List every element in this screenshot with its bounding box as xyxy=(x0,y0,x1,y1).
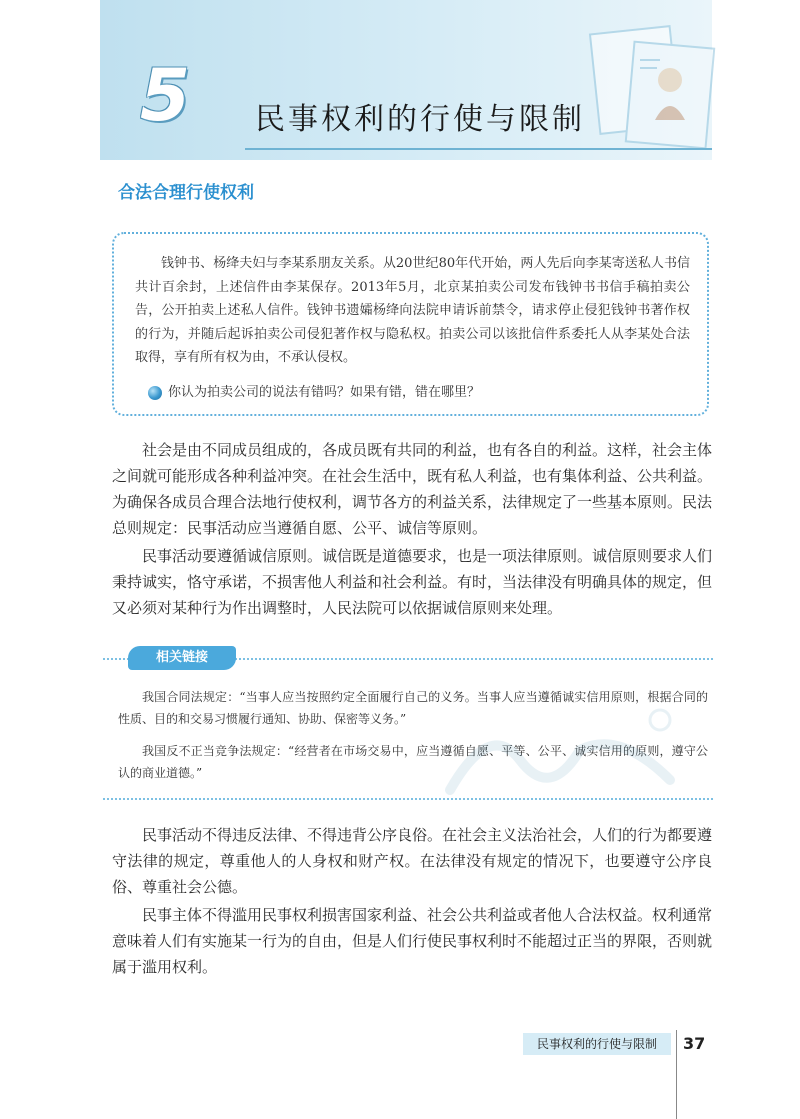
page-number: 37 xyxy=(683,1034,706,1053)
question-row xyxy=(148,382,648,404)
body-paragraph-3: 民事活动不得违反法律、不得违背公序良俗。在社会主义法治社会，人们的行为都要遵守法律的规定，尊重他人的人身权和财产权。在法律没有规定的情况下，也要遵守公序良俗、尊重社会公德。 xyxy=(112,826,713,896)
chapter-number: 5 xyxy=(140,53,191,137)
publisher-watermark xyxy=(430,700,690,810)
question-text: 你认为拍卖公司的说法有错吗？如果有错，错在哪里？ xyxy=(168,385,481,400)
section-heading: 合法合理行使权利 xyxy=(118,183,254,203)
footer-running-title: 民事权利的行使与限制 xyxy=(523,1033,671,1055)
footer-rule xyxy=(676,1030,677,1119)
body-paragraph-1: 社会是由不同成员组成的，各成员既有共同的利益，也有各自的利益。这样，社会主体之间就可能形成各种利益冲突。在社会生活中，既有私人利益，也有集体利益、公共利益。为确保各成员合理合法地行使权利，调节各方的利益关系，法律规定了一些基本原则。民法总则规定：民事活动应当遵循自愿、公平、诚信等原则。 xyxy=(112,441,713,537)
related-links-badge: 相关链接 xyxy=(128,646,236,670)
chapter-title-underline xyxy=(245,148,712,150)
globe-icon xyxy=(148,386,162,400)
related-links-bottom-divider xyxy=(103,798,713,800)
related-link-item-1: 我国合同法规定：“当事人应当按照约定全面履行自己的义务。当事人应当遵循诚实信用原则，根据合同的性质、目的和交易习惯履行通知、协助、保密等义务。” xyxy=(118,690,708,726)
body-paragraph-4: 民事主体不得滥用民事权利损害国家利益、社会公共利益或者他人合法权益。权利通常意味着人们有实施某一行为的自由，但是人们行使民事权利时不能超过正当的界限，否则就属于滥用权利。 xyxy=(112,906,713,976)
body-paragraph-2: 民事活动要遵循诚信原则。诚信既是道德要求，也是一项法律原则。诚信原则要求人们秉持诚实，恪守承诺，不损害他人利益和社会利益。有时，当法律没有明确具体的规定，但又必须对某种行为作出调整时，人民法院可以依据诚信原则来处理。 xyxy=(112,547,713,617)
related-link-item-2: 我国反不正当竞争法规定：“经营者在市场交易中，应当遵循自愿、平等、公平、诚实信用的原则，遵守公认的商业道德。” xyxy=(118,744,708,780)
chapter-illustration xyxy=(585,20,725,155)
chapter-title: 民事权利的行使与限制 xyxy=(255,102,585,137)
case-text: 钱钟书、杨绛夫妇与李某系朋友关系。从20世纪80年代开始，两人先后向李某寄送私人书信共计百余封，上述信件由李某保存。2013年5月，北京某拍卖公司发布钱钟书书信手稿拍卖公告，公开拍卖上述私人信件。钱钟书遗孀杨绛向法院申请诉前禁令，请求停止侵犯钱钟书著作权的行为，并随后起诉拍卖公司侵犯著作权与隐私权。拍卖公司以该批信件系委托人从李某处合法取得，享有所有权为由，不承认侵权。 xyxy=(135,256,690,365)
